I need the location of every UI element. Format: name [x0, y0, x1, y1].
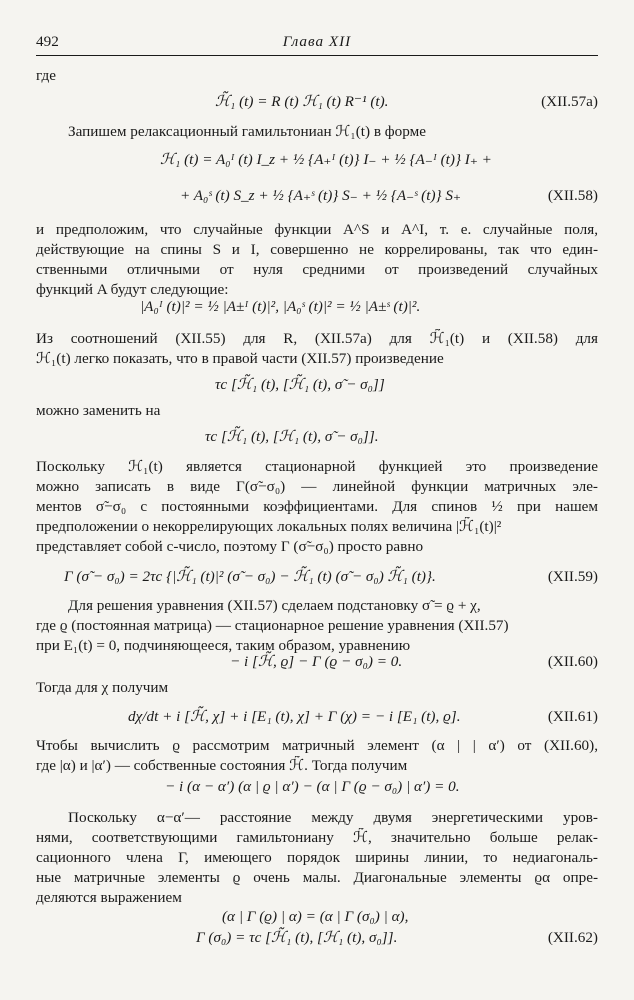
equation-number: (XII.61)	[547, 708, 598, 725]
equation: + A₀ˢ (t) S_z + ½ {A₊ˢ (t)} S₋ + ½ {A₋ˢ (t)} S₊	[180, 187, 461, 204]
text-line: Запишем релаксационный гамильтониан ℋ₁(t) в форме	[68, 123, 426, 140]
equation: Γ (σ̃ − σ₀) = 2τc {|ℋ̃₁ (t)|² (σ̃ − σ₀) − ℋ̃₁ (t) (σ̃ − σ₀) ℋ̃₁ (t)}.	[64, 568, 436, 585]
equation: τc [ℋ̃₁ (t), [ℋ₁ (t), σ̃ − σ₀]].	[205, 428, 379, 445]
text-line: ℋ₁(t) легко показать, что в правой части (XII.57) произведение	[36, 350, 444, 367]
equation: ℋ̃₁ (t) = R (t) ℋ₁ (t) R⁻¹ (t).	[215, 93, 389, 110]
equation: dχ/dt + i [ℋ̃, χ] + i [E₁ (t), χ] + Γ (χ) = − i [E₁ (t), ϱ].	[128, 708, 461, 725]
page-header	[36, 32, 598, 52]
text-line: сационного члена Γ, имеющего порядок ширины линии, то недиагональ-	[36, 849, 598, 866]
equation-number: (XII.57a)	[541, 93, 598, 110]
text-line: где	[36, 67, 56, 84]
text-line: деляются выражением	[36, 889, 182, 906]
text-line: где |α) и |α′) — собственные состояния ℋ̃. Тогда получим	[36, 757, 408, 774]
text-line: Из соотношений (XII.55) для R, (XII.57a) для ℋ̃₁(t) и (XII.58) для	[36, 330, 598, 347]
text-line: при E₁(t) = 0, подчиняющееся, таким образом, уравнению	[36, 637, 411, 654]
equation: (α | Γ (ϱ) | α) = (α | Γ (σ₀) | α),	[222, 908, 409, 925]
equation-number: (XII.59)	[547, 568, 598, 585]
text-line: можно заменить на	[36, 402, 161, 419]
text-line: ментов σ̃−σ₀ с постоянными коэффициентами. Для спинов ½ при нашем	[36, 498, 598, 515]
text-line: ственными отличными от нуля средними от произведений случайных	[36, 261, 598, 278]
text-line: предположении о некоррелирующих локальных полях величина |ℋ̃₁(t)|²	[36, 518, 502, 535]
equation-number: (XII.58)	[547, 187, 598, 204]
text-line: где ϱ (постоянная матрица) — стационарное решение уравнения (XII.57)	[36, 617, 509, 634]
text-line: можно записать в виде Γ(σ̃−σ₀) — линейной функции матричных эле-	[36, 478, 598, 495]
equation-number: (XII.62)	[547, 929, 598, 946]
text-line: действующие на спины S и I, совершенно не коррелированы, так что един-	[36, 241, 598, 258]
equation: − i [ℋ̃, ϱ] − Γ (ϱ − σ₀) = 0.	[230, 653, 403, 670]
text-line: и предположим, что случайные функции A^S и A^I, т. е. случайные поля,	[36, 221, 598, 238]
equation: − i (α − α′) (α | ϱ | α′) − (α | Γ (ϱ − σ₀) | α′) = 0.	[165, 778, 460, 795]
equation: |A₀ᴵ (t)|² = ½ |A±ᴵ (t)|², |A₀ˢ (t)|² = ½ |A±ˢ (t)|².	[140, 298, 421, 315]
page-number: 492	[36, 33, 59, 50]
text-line: Для решения уравнения (XII.57) сделаем подстановку σ̃ = ϱ + χ,	[68, 597, 481, 614]
text-line: Поскольку ℋ₁(t) является стационарной функцией это произведение	[36, 458, 598, 475]
header-rule	[36, 55, 598, 56]
equation: ℋ₁ (t) = A₀ᴵ (t) I_z + ½ {A₊ᴵ (t)} I₋ + ½ {A₋ᴵ (t)} I₊ +	[160, 151, 492, 168]
equation: τc [ℋ̃₁ (t), [ℋ̃₁ (t), σ̃ − σ₀]]	[215, 376, 385, 393]
text-line: Тогда для χ получим	[36, 679, 169, 696]
equation-number: (XII.60)	[547, 653, 598, 670]
chapter-title: Глава XII	[282, 33, 352, 50]
text-line: представляет собой c-число, поэтому Γ (σ̃−σ₀) просто равно	[36, 538, 424, 555]
text-line: Поскольку α−α′— расстояние между двумя энергетическими уров-	[68, 809, 598, 826]
text-line: ные матричные элементы ϱ очень малы. Диагональные элементы ϱα опре-	[36, 869, 598, 886]
equation: Γ (σ₀) = τc [ℋ̃₁ (t), [ℋ₁ (t), σ₀]].	[196, 929, 398, 946]
text-line: функций A будут следующие:	[36, 281, 229, 298]
text-line: нями, соответствующими гамильтониану ℋ̃, значительно больше релак-	[36, 829, 598, 846]
text-line: Чтобы вычислить ϱ рассмотрим матричный элемент (α | | α′) от (XII.60),	[36, 737, 598, 754]
